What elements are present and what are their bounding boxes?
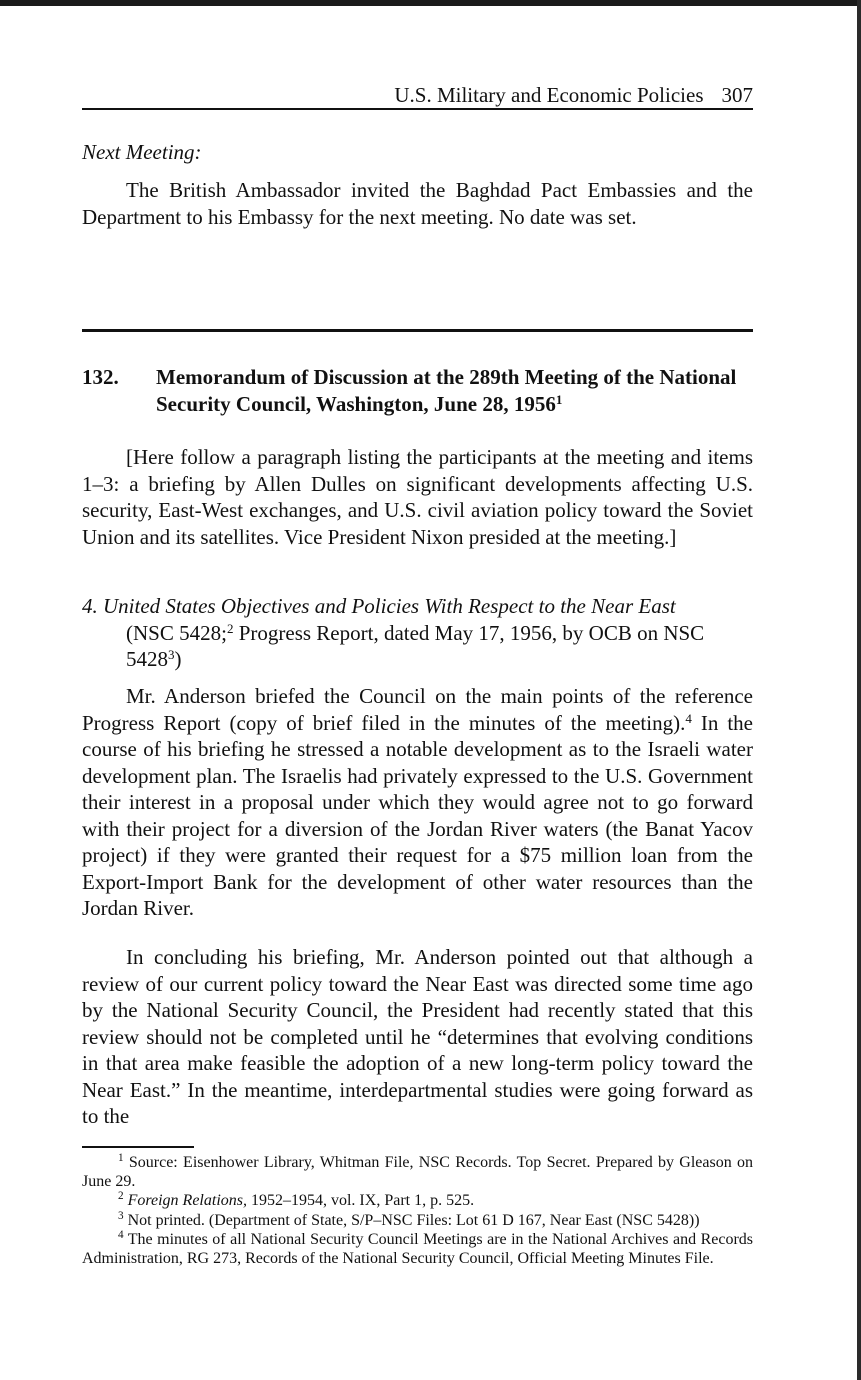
document-title: [156, 364, 753, 418]
footnote-1-mark: 1: [118, 1151, 124, 1164]
page-number: 307: [721, 83, 753, 107]
footnote-rule: [82, 1146, 194, 1148]
footnote-1-text: Source: Eisenhower Library, Whitman File, NSC Records. Top Secret. Prepared by Gleason on June 29.: [82, 1154, 753, 1191]
next-meeting-paragraph: The British Ambassador invited the Baghdad Pact Embassies and the Department to his Embassy for the next meeting. No date was set.: [82, 178, 753, 229]
footnote-ref-4[interactable]: 4: [685, 710, 692, 726]
footnote-2-italic: Foreign Relations,: [127, 1192, 247, 1210]
footnote-3-text: Not printed. (Department of State, S/P–NSC Files: Lot 61 D 167, Near East (NSC 5428)): [123, 1211, 700, 1229]
running-header: [82, 80, 753, 110]
footnote-ref-1[interactable]: 1: [555, 391, 563, 407]
footnotes: [82, 1153, 753, 1268]
document-number: 132.: [82, 365, 119, 389]
body-paragraph-2: In concluding his briefing, Mr. Anderson pointed out that although a review of our current policy toward the Near East was directed some time ago by the National Security Council, the President had recently stated that this review should not be completed until he “determines that evolving conditions in that area make feasible the adoption of a new long-term policy toward the Near East.” In the meantime, interdepartmental studies were going forward as to the: [82, 945, 753, 1128]
footnote-3-mark: 3: [118, 1209, 124, 1222]
agenda-ref-text-b: Progress Report, dated May 17, 1956, by OCB on NSC 5428: [126, 620, 705, 671]
footnote-ref-2[interactable]: 2: [226, 620, 234, 636]
agenda-item: [82, 593, 753, 673]
body-paragraph-1: [82, 683, 753, 922]
footnote-ref-3[interactable]: 3: [168, 646, 175, 662]
agenda-item-reference: [126, 620, 753, 673]
next-meeting-heading: Next Meeting:: [82, 140, 202, 164]
editorial-note: [Here follow a paragraph listing the participants at the meeting and items 1–3: a briefing by Allen Dulles on significant developments affecting U.S. security, East-West exchanges, and U.S. civil aviation policy toward the Soviet Union and its satellites. Vice President Nixon presided at the meeting.]: [82, 445, 753, 549]
footnote-4-mark: 4: [118, 1228, 124, 1241]
footnote-4-text: The minutes of all National Security Council Meetings are in the National Archives and Records Administration, RG 273, Records of the National Security Council, Official Meeting Minutes File.: [82, 1230, 753, 1268]
agenda-ref-text-a: (NSC 5428;: [126, 620, 227, 645]
running-title: U.S. Military and Economic Policies: [394, 83, 704, 107]
document-title-text: Memorandum of Discussion at the 289th Meeting of the National Security Council, Washington, June 28, 1956: [156, 365, 737, 416]
section-divider: [82, 329, 753, 332]
agenda-item-title: 4. United States Objectives and Policies With Respect to the Near East: [82, 594, 676, 618]
footnote-2: [82, 1191, 753, 1210]
body-paragraph-1-text-b: In the course of his briefing he stressed a notable development as to the Israeli water development plan. The Israelis had privately expressed to the U.S. Government their interest in a proposal under which they would agree not to go forward with their project for a diversion of the Jordan River waters (the Banat Yacov project) if they were granted their request for a $75 million loan from the Export-Import Bank for the development of other water resources than the Jordan River.: [82, 710, 753, 920]
footnote-2-text: 1952–1954, vol. IX, Part 1, p. 525.: [246, 1192, 475, 1210]
footnote-3: [82, 1211, 753, 1230]
right-edge-bar: [857, 0, 861, 1380]
footnote-1: [82, 1153, 753, 1191]
document-heading: [82, 364, 753, 418]
body-paragraph-1-text-a: Mr. Anderson briefed the Council on the main points of the reference Progress Report (copy of brief filed in the minutes of the meeting).: [82, 684, 753, 735]
footnote-4: [82, 1230, 753, 1268]
agenda-ref-text-c: ): [174, 647, 182, 671]
footnote-2-mark: 2: [118, 1190, 124, 1203]
header-rule: [82, 108, 753, 110]
top-edge-bar: [0, 0, 861, 6]
